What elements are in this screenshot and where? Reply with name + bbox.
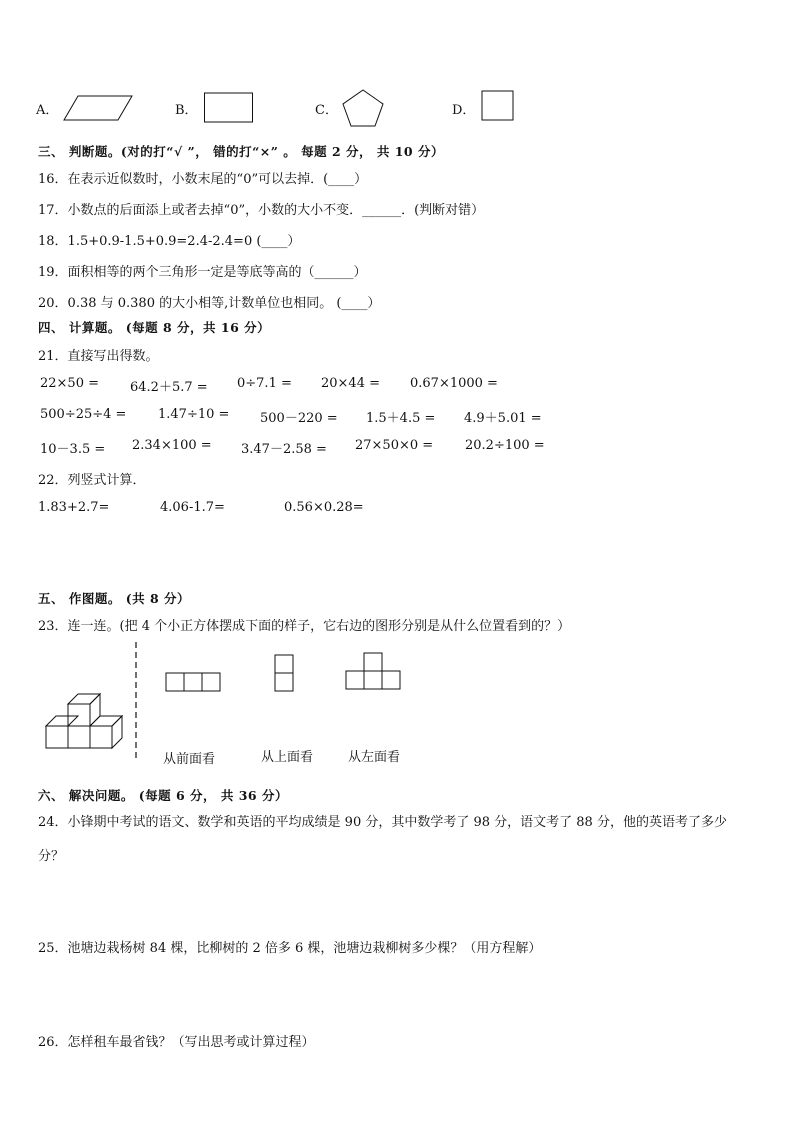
vertical-calc-item: 1.83+2.7=: [38, 500, 110, 515]
section-6-heading: 六、 解决问题。 (每题 6 分， 共 36 分）: [38, 788, 288, 803]
calc-item: 500÷25÷4 =: [40, 407, 127, 422]
calc-item: 2.34×100 =: [132, 438, 212, 453]
vertical-calc-item: 4.06-1.7=: [160, 500, 225, 515]
option-b-label: B．: [175, 103, 198, 118]
calc-item: 3.47－2.58 =: [241, 442, 327, 457]
parallelogram-shape: [62, 94, 134, 122]
calc-item: 4.9＋5.01 =: [464, 411, 542, 426]
question-23: 23．连一连。(把 4 个小正方体摆成下面的样子，它右边的图形分别是从什么位置看到的？）: [38, 619, 571, 634]
calc-item: 64.2＋5.7 =: [130, 380, 208, 395]
section-3-heading: 三、 判断题。(对的打“√ ”， 错的打“×” 。 每题 2 分， 共 10 分）: [38, 144, 444, 159]
question-18: 18．1.5+0.9-1.5+0.9=2.4-2.4=0 (____）: [38, 234, 301, 249]
calc-item: 27×50×0 =: [355, 438, 434, 453]
question-22: 22．列竖式计算．: [38, 473, 146, 488]
option-a-label: A．: [36, 103, 59, 118]
question-17: 17．小数点的后面添上或者去掉“0”，小数的大小不变．______．(判断对错）: [38, 203, 485, 218]
square-shape: [480, 89, 516, 123]
option-d-label: D．: [452, 103, 476, 118]
rectangle-shape: [203, 91, 255, 125]
calc-item: 0÷7.1 =: [237, 376, 292, 391]
view-label-left: 从左面看: [348, 750, 401, 765]
question-24-line-1: 24．小锋期中考试的语文、数学和英语的平均成绩是 90 分，其中数学考了 98 分，语文考了 88 分，他的英语考了多少: [38, 815, 727, 830]
view-label-front: 从前面看: [163, 752, 216, 767]
section-5-heading: 五、 作图题。 (共 8 分）: [38, 591, 191, 606]
calc-item: 500－220 =: [260, 411, 338, 426]
view-front-figure: [164, 671, 224, 693]
question-19: 19．面积相等的两个三角形一定是等底等高的（______）: [38, 265, 367, 280]
option-c-label: C．: [315, 103, 338, 118]
pentagon-shape: [340, 88, 386, 128]
view-label-top: 从上面看: [261, 750, 314, 765]
question-20: 20．0.38 与 0.380 的大小相等,计数单位也相同。 (____）: [38, 296, 381, 311]
question-16: 16．在表示近似数时，小数末尾的“0”可以去掉．(____）: [38, 172, 368, 187]
question-25: 25．池塘边栽杨树 84 棵，比柳树的 2 倍多 6 棵，池塘边栽柳树多少棵？（用方程解）: [38, 941, 542, 956]
dashed-divider: [133, 642, 139, 758]
calc-item: 20×44 =: [321, 376, 381, 391]
view-top-figure: [273, 653, 297, 693]
question-26: 26．怎样租车最省钱？（写出思考或计算过程）: [38, 1035, 315, 1050]
vertical-calc-item: 0.56×0.28=: [284, 500, 364, 515]
question-21: 21．直接写出得数。: [38, 349, 159, 364]
calc-item: 20.2÷100 =: [465, 438, 545, 453]
calc-item: 10－3.5 =: [40, 442, 106, 457]
question-24-line-2: 分？: [38, 849, 65, 864]
section-4-heading: 四、 计算题。 (每题 8 分，共 16 分）: [38, 320, 271, 335]
calc-item: 1.47÷10 =: [158, 407, 230, 422]
calc-item: 22×50 =: [40, 376, 100, 391]
cube-stack-figure: [40, 688, 130, 752]
calc-item: 0.67×1000 =: [410, 376, 498, 391]
view-left-figure: [344, 651, 404, 693]
calc-item: 1.5＋4.5 =: [366, 411, 436, 426]
